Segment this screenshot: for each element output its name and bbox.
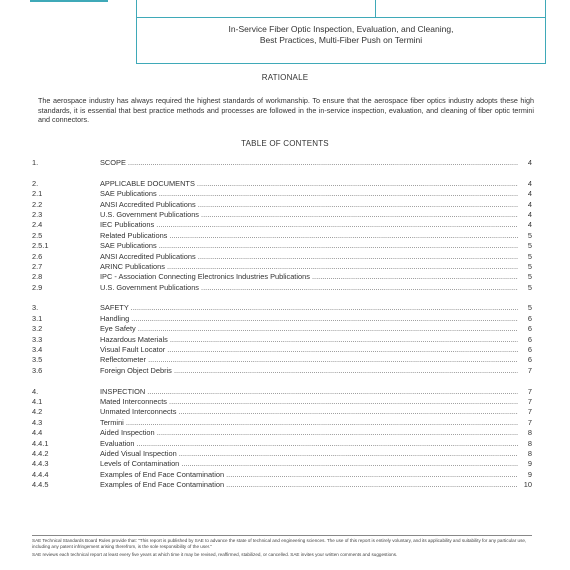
toc-entry-title: IPC - Association Connecting Electronics Industries Publications .....	[100, 272, 518, 282]
toc-entry[interactable]	[32, 459, 532, 469]
toc-entry[interactable]	[32, 220, 532, 230]
toc-entry-page: 5	[527, 251, 532, 261]
toc-entry-page: 4	[527, 199, 532, 209]
toc-entry-title: Eye Safety .....	[100, 324, 518, 334]
toc-entry-title: IEC Publications .....	[100, 220, 518, 230]
toc-entry[interactable]	[32, 324, 532, 334]
toc-group-spacer	[32, 376, 532, 386]
toc-entry-title: Reflectometer .....	[100, 355, 518, 365]
toc-entry[interactable]	[32, 449, 532, 459]
toc-entry-number: 4.4.1	[32, 438, 49, 448]
toc-entry-page: 5	[527, 303, 532, 313]
toc-entry-title: ANSI Accredited Publications .....	[100, 200, 518, 210]
toc-entry-title: Handling .....	[100, 314, 518, 324]
toc-entry-number: 4.4.3	[32, 459, 49, 469]
toc-entry[interactable]	[32, 335, 532, 345]
toc-entry-number: 2.6	[32, 251, 43, 261]
toc-entry[interactable]	[32, 210, 532, 220]
toc-entry-title: ARINC Publications .....	[100, 262, 518, 272]
toc-entry-number: 4.4	[32, 428, 43, 438]
toc-entry-page: 4	[527, 209, 532, 219]
toc-entry[interactable]	[32, 158, 532, 168]
toc-entry-page: 8	[527, 428, 532, 438]
toc-entry-title: INSPECTION .....	[100, 387, 518, 397]
toc-entry-title: Visual Fault Locator .....	[100, 345, 518, 355]
toc-entry-number: 2.5.1	[32, 241, 49, 251]
document-title	[137, 24, 545, 46]
toc-entry-number: 4.	[32, 386, 39, 396]
toc-entry-page: 9	[527, 459, 532, 469]
rationale-body: The aerospace industry has always required the highest standards of workmanship. To ensure that the aerospace fiber optics industry adopts these high standards, it is essential that best practice methods and processes are followed in the in-service inspection, evaluation, and cleaning of fiber optic termini and connectors.	[38, 96, 534, 125]
toc-entry-page: 6	[527, 355, 532, 365]
toc-entry-number: 4.1	[32, 396, 43, 406]
toc-entry[interactable]	[32, 200, 532, 210]
toc-entry-title: Aided Inspection .....	[100, 428, 518, 438]
toc-heading: TABLE OF CONTENTS	[241, 139, 329, 148]
toc-entry[interactable]	[32, 262, 532, 272]
toc-entry-page: 8	[527, 448, 532, 458]
toc-entry-number: 4.2	[32, 407, 43, 417]
toc-entry-title: U.S. Government Publications .....	[100, 283, 518, 293]
toc-entry-number: 4.4.4	[32, 469, 49, 479]
toc-entry[interactable]	[32, 387, 532, 397]
document-title-line1: In-Service Fiber Optic Inspection, Evaluation, and Cleaning,	[228, 24, 454, 34]
toc-entry[interactable]	[32, 303, 532, 313]
toc-entry-page: 5	[527, 272, 532, 282]
toc-entry-page: 7	[527, 386, 532, 396]
toc-entry-number: 3.5	[32, 355, 43, 365]
header-accent-bar	[30, 0, 108, 2]
toc-entry-page: 9	[527, 469, 532, 479]
toc-entry-title: Levels of Contamination .....	[100, 459, 518, 469]
toc-entry-number: 4.4.2	[32, 448, 49, 458]
toc-entry-title: Evaluation .....	[100, 439, 518, 449]
toc-entry-page: 5	[527, 282, 532, 292]
footer-divider	[32, 535, 532, 536]
toc-entry-number: 2.8	[32, 272, 43, 282]
toc-entry[interactable]	[32, 407, 532, 417]
toc-entry-page: 8	[527, 438, 532, 448]
toc-entry-number: 3.1	[32, 313, 43, 323]
toc-entry-number: 4.3	[32, 417, 43, 427]
toc-entry-number: 2.5	[32, 230, 43, 240]
toc-entry-title: Termini .....	[100, 418, 518, 428]
toc-entry[interactable]	[32, 189, 532, 199]
document-header-box	[136, 0, 546, 64]
toc-entry[interactable]	[32, 345, 532, 355]
toc-entry-page: 7	[527, 407, 532, 417]
toc-entry[interactable]	[32, 355, 532, 365]
footer-paragraph-1: SAE Technical Standards Board Rules provide that: "This report is published by SAE to advance the state of technical and engineering sciences. The use of this report is entirely voluntary, and its applicability and suitability for any particular use, including any patent infringement arising therefrom, is the sole responsibility of the user."	[32, 538, 527, 549]
table-of-contents	[32, 158, 532, 491]
toc-entry-number: 2.7	[32, 261, 43, 271]
toc-entry[interactable]	[32, 314, 532, 324]
toc-entry-page: 5	[527, 261, 532, 271]
toc-entry-number: 2.4	[32, 220, 43, 230]
toc-entry-number: 3.2	[32, 324, 43, 334]
toc-entry-number: 2.	[32, 178, 39, 188]
toc-entry[interactable]	[32, 397, 532, 407]
toc-entry-title: Hazardous Materials .....	[100, 335, 518, 345]
toc-entry-page: 7	[527, 365, 532, 375]
toc-entry[interactable]	[32, 179, 532, 189]
toc-entry[interactable]	[32, 231, 532, 241]
toc-entry-page: 5	[527, 241, 532, 251]
toc-entry[interactable]	[32, 283, 532, 293]
toc-entry-page: 10	[523, 480, 532, 490]
toc-entry-title: U.S. Government Publications .....	[100, 210, 518, 220]
document-title-line2: Best Practices, Multi-Fiber Push on Termini	[259, 35, 423, 45]
toc-entry-title: Unmated Interconnects .....	[100, 407, 518, 417]
footer-paragraph-2: SAE reviews each technical report at least every five years at which time it may be revised, reaffirmed, stabilized, or cancelled. SAE invites your written comments and suggestions.	[32, 552, 398, 557]
toc-entry-page: 7	[527, 417, 532, 427]
toc-entry-title: Mated Interconnects .....	[100, 397, 518, 407]
toc-entry-number: 2.3	[32, 209, 43, 219]
toc-entry-number: 4.4.5	[32, 480, 49, 490]
toc-entry-title: SCOPE .....	[100, 158, 518, 168]
toc-group-spacer	[32, 168, 532, 178]
toc-entry-page: 7	[527, 396, 532, 406]
toc-entry-title: Aided Visual Inspection .....	[100, 449, 518, 459]
toc-entry-title: Examples of End Face Contamination .....	[100, 480, 518, 490]
toc-entry-page: 6	[527, 324, 532, 334]
toc-entry-page: 5	[527, 230, 532, 240]
toc-entry-number: 1.	[32, 158, 39, 167]
footer-notice	[32, 538, 532, 560]
toc-entry-title: Foreign Object Debris .....	[100, 366, 518, 376]
header-top-row	[137, 0, 545, 18]
header-divider	[375, 0, 376, 17]
toc-entry[interactable]	[32, 241, 532, 251]
toc-entry[interactable]	[32, 480, 532, 490]
toc-entry[interactable]	[32, 439, 532, 449]
toc-entry-title: APPLICABLE DOCUMENTS .....	[100, 179, 518, 189]
toc-entry[interactable]	[32, 272, 532, 282]
toc-entry-number: 3.6	[32, 365, 43, 375]
toc-entry[interactable]	[32, 418, 532, 428]
toc-entry-title: SAE Publications .....	[100, 189, 518, 199]
toc-entry[interactable]	[32, 428, 532, 438]
toc-entry-number: 2.9	[32, 282, 43, 292]
toc-entry-page: 4	[527, 220, 532, 230]
toc-entry-number: 2.1	[32, 189, 43, 199]
toc-entry[interactable]	[32, 470, 532, 480]
toc-entry[interactable]	[32, 252, 532, 262]
toc-entry-page: 4	[527, 189, 532, 199]
rationale-heading: RATIONALE	[261, 73, 309, 82]
toc-entry-title: SAE Publications .....	[100, 241, 518, 251]
toc-entry-page: 4	[527, 178, 532, 188]
toc-entry-page: 4	[527, 158, 532, 167]
toc-group-spacer	[32, 293, 532, 303]
toc-entry-title: Related Publications .....	[100, 231, 518, 241]
toc-entry[interactable]	[32, 366, 532, 376]
toc-entry-page: 6	[527, 345, 532, 355]
toc-entry-page: 6	[527, 313, 532, 323]
toc-entry-title: ANSI Accredited Publications .....	[100, 252, 518, 262]
toc-entry-number: 3.4	[32, 345, 43, 355]
toc-entry-number: 3.3	[32, 334, 43, 344]
toc-entry-title: Examples of End Face Contamination .....	[100, 470, 518, 480]
toc-entry-page: 6	[527, 334, 532, 344]
toc-entry-number: 2.2	[32, 199, 43, 209]
toc-entry-number: 3.	[32, 303, 39, 313]
toc-entry-title: SAFETY .....	[100, 303, 518, 313]
